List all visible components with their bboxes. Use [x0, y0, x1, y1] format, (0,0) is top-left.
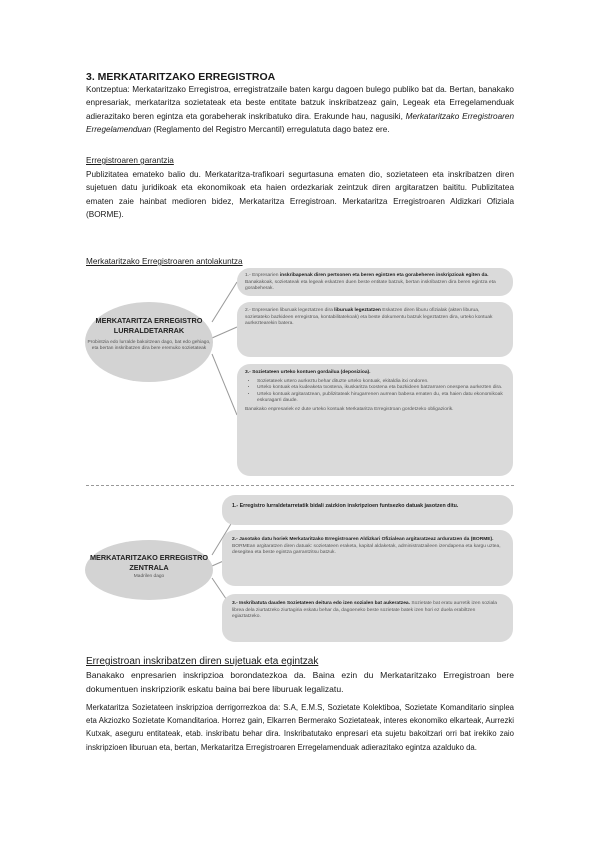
- list-item: • Urteko kontuak eta kudeaketa txostena, ikuskaritza txostena eta bazkideen batzarraren onespena aurkezten dira.: [257, 385, 505, 392]
- zentral-box-2-text: BORMEan argitaratzen diren datuak: sozietateen eraketa, kapital aldaketak, administratzaileen izendapena eta kargu uztea, desegitea eta beste egintza garrantzitsu batzuk.: [232, 543, 501, 556]
- lurraldetarrak-title: MERKATARITZA ERREGISTRO LURRALDETARRAK: [95, 316, 203, 335]
- intro-paragraph: [86, 83, 514, 136]
- lurraldetarrak-subtitle: Probintzia edo lurralde bakoitzean dago, bat edo gehiago, eta bertan inskribatzen dira bere eremuko sozietateak: [87, 340, 211, 351]
- box-3-bold: 3.- Sozietateen urteko kontuen gordailua (deposizioa).: [245, 370, 371, 375]
- box-3-text: Banakako enpresariek ez dute urteko kontuak Merkataritza Erregistroan gordetzeko obligaziorik.: [245, 406, 454, 412]
- zentral-box-3-bold: 3.- Inskribatuta dauden Sozietateen deitura edo izen sozialen bat aukeratzea.: [232, 601, 411, 606]
- box-2-intro: 2.- Enpresarien liburuak legeztatzen dira: [245, 308, 333, 313]
- zentral-box-1: [222, 495, 513, 525]
- intro-italic: Merkataritzako Erregistroaren Erregelamenduan: [86, 111, 514, 134]
- box-2-text: Eskatzen diren liburu ofizialak (akten liburua, sozietateko bazkideen erregistroa, kontabilitatekoak) eta beste dokumentu batzuk legeztatzen dira, urteko kontuak aurkeztearekin batera.: [245, 308, 493, 327]
- lurralde-box-3: [237, 364, 513, 476]
- intro-text-end: (Reglamento del Registro Mercantil) erregulatuta dago batez ere.: [151, 124, 390, 134]
- zentrala-oval: [85, 540, 213, 600]
- zentral-box-3: [222, 594, 513, 642]
- box-2-bold: liburuak legeztatzen: [334, 308, 381, 313]
- box-1-text: Banakakoak, sozietateak eta legeak eskatzen duen beste entitate batzuk, bertan inskribatzen dira beren egintza eta gorabeherak.: [245, 279, 496, 292]
- box-3-list: [257, 379, 505, 405]
- intro-text: Merkataritzako Erregistroa, erregistratzaile baten kargu dagoen bulego publiko bat da. Bertan, banakako enpresariak, merkataritza sozietateak eta beste entitate batzuk inskribatzeaz gain, Legeak eta Erregelamenduak adierazitako beren egintza eta gorabeherak inskribatuko dira. Erakunde hau, nagusiki,: [86, 85, 514, 121]
- garantia-paragraph: Publizitatea emateko balio du. Merkataritza-trafikoari segurtasuna ematen dio, sozietateen eta inskribatzen diren sujetuen datu juridikoak eta ekonomikoak eta haien ordezkariak zeintzuk diren argitaratzen baititu. Publizitatea ematen zaie hainbat medioren bidez, Merkataritza Erregistroan. Merkataritza Erregistroaren Aldizkari Ofiziala (BORME).: [86, 170, 514, 219]
- zentral-box-2: [222, 530, 513, 586]
- zentral-box-1-bold: 1.- Erregistro lurraldetarretatik bidali zaizkion inskripzioen funtsezko datuak jasotzen ditu.: [232, 503, 459, 509]
- sujetuak-paragraph-1: Banakako enpresarien inskripzioa borondatezkoa da. Baina ezin du Merkataritzako Erregistroan bere dokumentuen inskripziorik eskatu baina bai bere liburuak legalizatu.: [86, 670, 514, 694]
- section-title: 3. MERKATARITZAKO ERREGISTROA: [86, 71, 276, 83]
- list-item: • Sozietateek urtero aurkeztu behar dituzte urteko kontuak, ekitaldia itxi ondoren.: [257, 379, 505, 386]
- sujetuak-paragraph-2: Merkataritza Sozietateen inskripzioa derrigorrezkoa da: S.A, E.M.S, Sozietate Kolektiboa, Sozietate Komanditario sinplea eta Akziozko Sozietate Komanditarioa. Horrez gain, Elkarren Bermerako Sozietateak, interes ekonomiko elkarteak, Aurrezki Kutxak, aseguru entitateak, etab. inskribatu behar dira. Inskribatutako enpresari eta sujetu bakoitzari orri bat irekiko zaio inskripzioen liburuan eta, bertan, Merkataritza Erregistroaren Erregelamenduak adierazitako egintza azalduko da.: [86, 703, 514, 752]
- box-1-bold: inskribapenak diren pertsonen eta beren egintzen eta gorabeheren inskripzioak egiten da.: [279, 273, 489, 278]
- garantia-heading: Erregistroaren garantzia: [86, 156, 174, 165]
- sujetuak-heading: Erregistroan inskribatzen diren sujetuak eta egintzak: [86, 656, 319, 667]
- zentrala-subtitle: Madrilen dago: [133, 574, 165, 579]
- diagram-divider: [86, 485, 514, 486]
- box-1-intro: 1.- Enpresarien: [245, 273, 279, 278]
- zentral-box-2-bold: 2.- Jasotako datu horiek Merkataritzako Erregistroaren Aldizkari Ofizialean argitaratzeaz arduratzen da (BORME).: [232, 537, 494, 542]
- lurralde-box-2: [237, 302, 513, 357]
- antolakuntza-heading: Merkataritzako Erregistroaren antolakuntza: [86, 257, 243, 266]
- lurralde-box-1: [237, 268, 513, 296]
- lurraldetarrak-oval: [85, 302, 213, 382]
- intro-label: Kontzeptua:: [86, 85, 130, 94]
- zentrala-title: MERKATARITZAKO ERREGISTRO ZENTRALA: [89, 553, 209, 572]
- zentral-box-3-text: Sozietate bat eratu aurretik izen soziala librea dela ziurtatzeko ziurtagiria eskatu behar da, dagoeneko beste sozietate batek izen hori ez duela erabiltzen egiaztatzeko.: [232, 601, 498, 620]
- list-item: • Urteko kontuak argitaratzean, publizitateak hirugarrenen aurrean babesa ematen du, eta haien datu ekonomikoak eskuragarri daude.: [257, 392, 505, 405]
